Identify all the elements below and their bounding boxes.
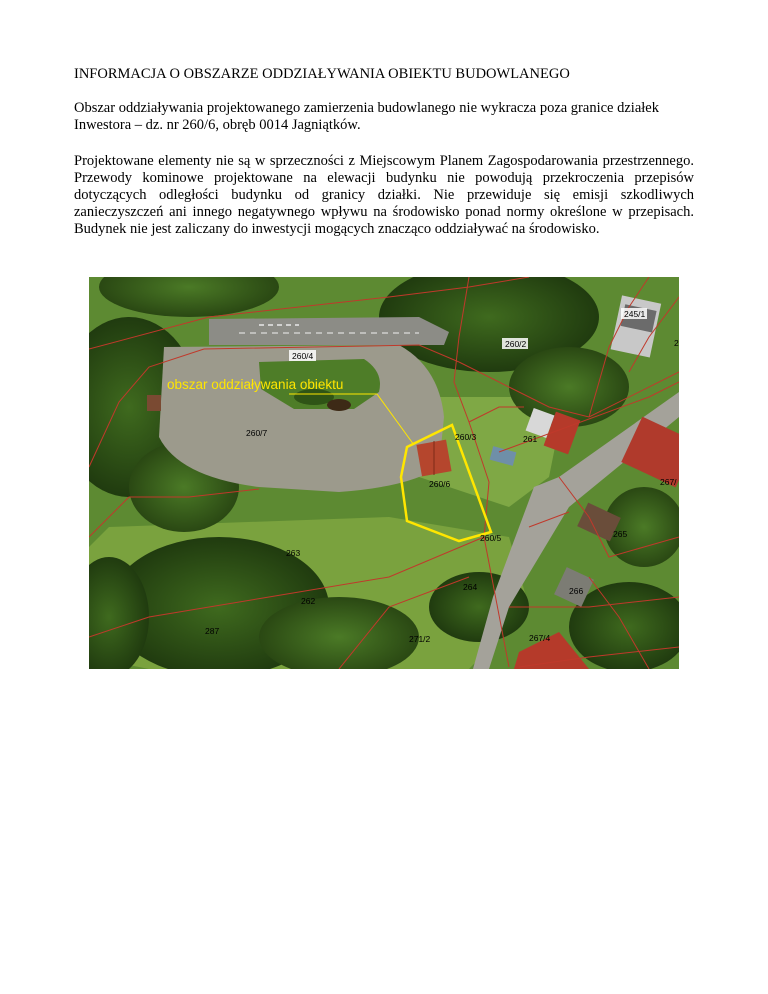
- aerial-map-image: [89, 277, 679, 669]
- parcel-label: 271/2: [409, 634, 431, 644]
- parcel-label: 2: [674, 338, 679, 348]
- parcel-label: 260/2: [505, 339, 527, 349]
- impact-zone-label: obszar oddziaływania obiektu: [167, 377, 344, 392]
- paragraph-impact-area: Obszar oddziaływania projektowanego zamierzenia budowlanego nie wykracza poza granice działek Inwestora – dz. nr 260/6, obręb 0014 Jagniątków.: [74, 100, 659, 133]
- parcel-label: 262: [301, 596, 316, 606]
- aerial-map: [89, 277, 679, 669]
- tree-cluster: [509, 347, 629, 427]
- parcel-label: 267/: [660, 477, 677, 487]
- small-building: [147, 395, 161, 411]
- parcel-label: 260/3: [455, 432, 477, 442]
- document-heading: INFORMACJA O OBSZARZE ODDZIAŁYWANIA OBIEKTU BUDOWLANEGO: [74, 66, 570, 82]
- parcel-label: 264: [463, 582, 478, 592]
- road: [209, 317, 449, 345]
- parcel-label: 260/7: [246, 428, 268, 438]
- parcel-label: 261: [523, 434, 538, 444]
- parcel-label: 260/6: [429, 479, 451, 489]
- parcel-label: 260/5: [480, 533, 502, 543]
- parcel-label: 260/4: [292, 351, 314, 361]
- parcel-label: 265: [613, 529, 628, 539]
- parcel-label: 245/1: [624, 309, 646, 319]
- parcel-label: 287: [205, 626, 220, 636]
- paragraph-compliance: Projektowane elementy nie są w sprzeczności z Miejscowym Planem Zagospodarowania przestrzennego. Przewody kominowe projektowane na elewacji budynku nie powodują przekroczenia przepisów dotyczących odległości budynku od granicy działki. Nie przewiduje się emisji szkodliwych zanieczyszczeń ani innego negatywnego wpływu na środowisko ponad normy określone w przepisach. Budynek nie jest zaliczany do inwestycji mogących znacząco oddziaływać na środowisko.: [74, 153, 694, 237]
- parcel-label: 263: [286, 548, 301, 558]
- parcel-label: 267/4: [529, 633, 551, 643]
- parcel-label: 266: [569, 586, 584, 596]
